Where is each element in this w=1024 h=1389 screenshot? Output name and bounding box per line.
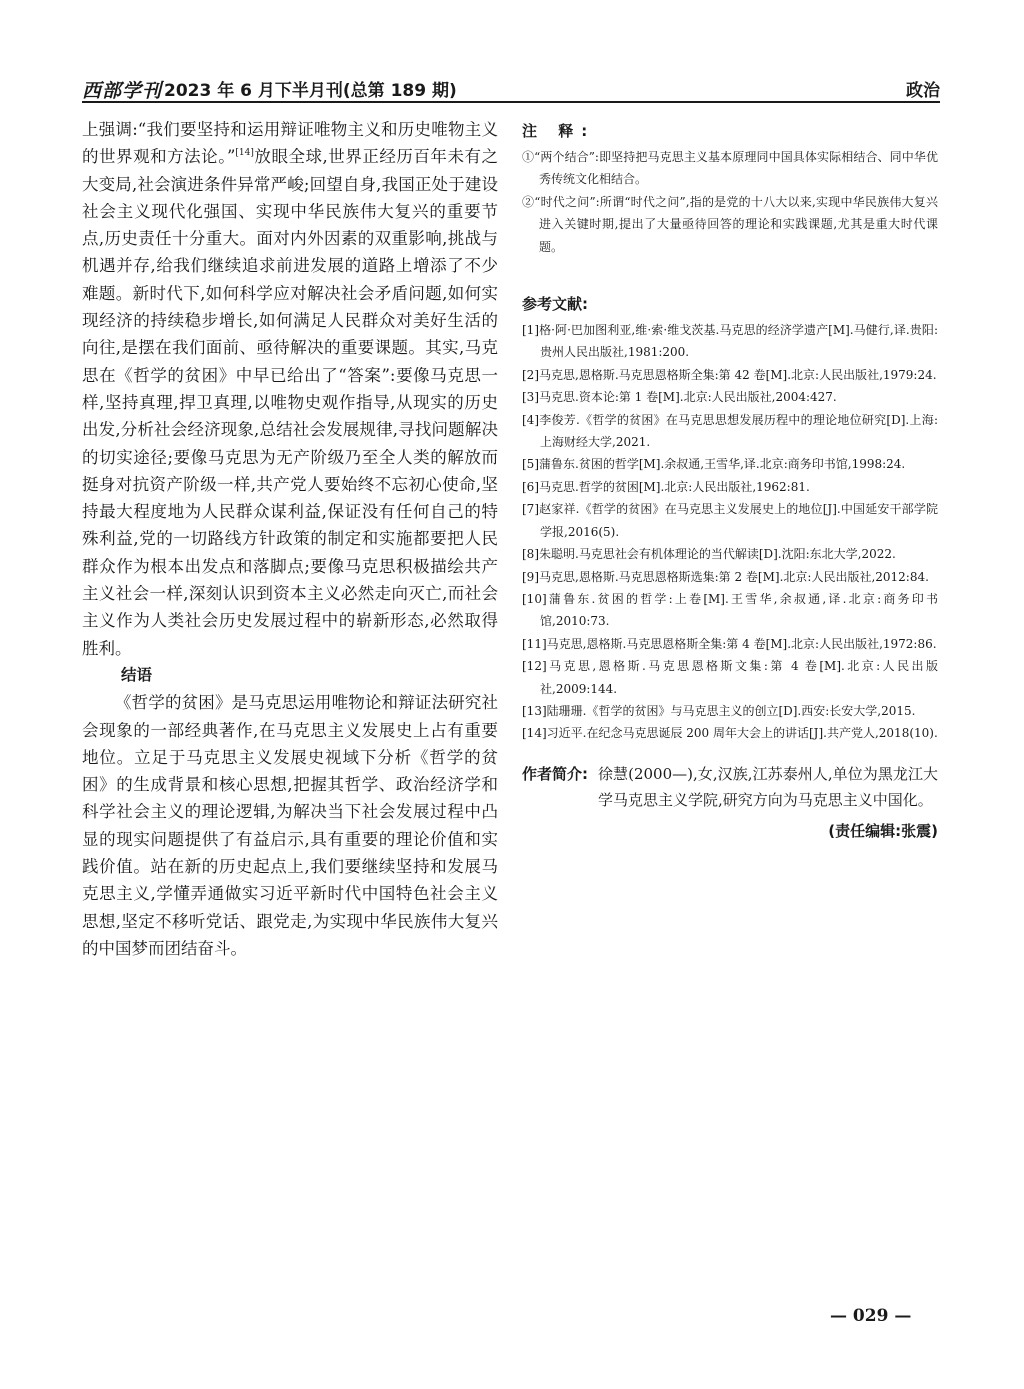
citation-marker: [14]: [235, 148, 254, 159]
conclusion-heading: 结语: [121, 665, 153, 684]
editor-note: (责任编辑:张震): [828, 821, 938, 840]
reference-item: [7]赵家祥.《哲学的贫困》在马克思主义发展史上的地位[J].中国延安干部学院学报,2016(5).: [522, 502, 938, 539]
section-name: 政治: [906, 81, 940, 101]
author-bio: [522, 761, 938, 814]
page-number: — 029 —: [830, 1306, 912, 1326]
reference-item: [2]马克思,恩格斯.马克思恩格斯全集:第 42 卷[M].北京:人民出版社,1979:24.: [522, 367, 937, 382]
right-column: [522, 116, 938, 841]
author-bio-label: 作者简介:: [522, 764, 588, 783]
notes-title: 注 释:: [522, 122, 596, 140]
paragraph-text: 上强调:“我们要坚持和运用辩证唯物主义和历史唯物主义的世界观和方法论。”: [82, 120, 498, 167]
reference-item: [4]李俊芳.《哲学的贫困》在马克思思想发展历程中的理论地位研究[D].上海:上海财经大学,2021.: [522, 412, 938, 450]
reference-item: [9]马克思,恩格斯.马克思恩格斯选集:第 2 卷[M].北京:人民出版社,2012:84.: [522, 569, 929, 584]
left-column: [82, 116, 498, 962]
reference-item: [6]马克思.哲学的贫困[M].北京:人民出版社,1962:81.: [522, 479, 810, 494]
header-rule: [82, 101, 940, 103]
journal-logo: 西部学刊: [82, 80, 163, 102]
reference-item: [11]马克思,恩格斯.马克思恩格斯全集:第 4 卷[M].北京:人民出版社,1972:86.: [522, 636, 937, 651]
reference-item: [13]陆珊珊.《哲学的贫困》与马克思主义的创立[D].西安:长安大学,2015.: [522, 703, 916, 718]
reference-item: [8]朱聪明.马克思社会有机体理论的当代解读[D].沈阳:东北大学,2022.: [522, 547, 896, 562]
page-header: [82, 74, 940, 104]
conclusion-paragraph: 《哲学的贫困》是马克思运用唯物论和辩证法研究社会现象的一部经典著作,在马克思主义发展史上占有重要地位。立足于马克思主义发展史视域下分析《哲学的贫困》的生成背景和核心思想,把握其哲学、政治经济学和科学社会主义的理论逻辑,为解决当下社会发展过程中凸显的现实问题提供了有益启示,具有重要的理论价值和实践价值。站在新的历史起点上,我们要继续坚持和发展马克思主义,学懂弄通做实习近平新时代中国特色社会主义思想,坚定不移听党话、跟党走,为实现中华民族伟大复兴的中国梦而团结奋斗。: [82, 693, 498, 958]
body-paragraph: [82, 116, 498, 662]
reference-list: [522, 319, 938, 745]
reference-item: [3]马克思.资本论:第 1 卷[M].北京:人民出版社,2004:427.: [522, 390, 837, 405]
reference-item: [12]马克思,恩格斯.马克思恩格斯文集:第 4 卷[M].北京:人民出版社,2009:144.: [522, 659, 938, 696]
notes-list: [522, 146, 938, 258]
issue-info: 2023 年 6 月下半月刊(总第 189 期): [164, 81, 457, 101]
note-item: ①“两个结合”:即坚持把马克思主义基本原理同中国具体实际相结合、同中华优秀传统文化相结合。: [522, 150, 938, 187]
reference-item: [1]格·阿·巴加图利亚,维·索·维戈茨基.马克思的经济学遗产[M].马健行,译.贵阳:贵州人民出版社,1981:200.: [522, 323, 938, 360]
reference-item: [10]蒲鲁东.贫困的哲学:上卷[M].王雪华,余叔通,译.北京:商务印书馆,2010:73.: [522, 591, 938, 629]
paragraph-text: 放眼全球,世界正经历百年未有之大变局,社会演进条件异常严峻;回望自身,我国正处于建设社会主义现代化强国、实现中华民族伟大复兴的重要节点,历史责任十分重大。面对内外因素的双重影响,挑战与机遇并存,给我们继续追求前进发展的道路上增添了不少难题。新时代下,如何科学应对解决社会矛盾问题,如何实现经济的持续稳步增长,如何满足人民群众对美好生活的向往,是摆在我们面前、亟待解决的重要课题。其实,马克思在《哲学的贫困》中早已给出了“答案”:要像马克思一样,坚持真理,捍卫真理,以唯物史观作指导,从现实的历史出发,分析社会经济现象,总结社会发展规律,寻找问题解决的切实途径;要像马克思为无产阶级乃至全人类的解放而挺身对抗资产阶级一样,共产党人要始终不忘初心使命,坚持最大程度地为人民群众谋利益,保证没有任何自己的特殊利益,党的一切路线方针政策的制定和实施都要把人民群众作为根本出发点和落脚点;要像马克思积极描绘共产主义社会一样,深刻认识到资本主义必然走向灭亡,而社会主义作为人类社会历史发展过程中的崭新形态,必然取得胜利。: [82, 147, 498, 658]
note-item: ②“时代之问”:所谓“时代之问”,指的是党的十八大以来,实现中华民族伟大复兴进入关键时期,提出了大量亟待回答的理论和实践课题,尤其是重大时代课题。: [522, 194, 938, 254]
author-bio-text: 徐慧(2000—),女,汉族,江苏泰州人,单位为黑龙江大学马克思主义学院,研究方向为马克思主义中国化。: [598, 764, 938, 810]
reference-item: [5]蒲鲁东.贫困的哲学[M].余叔通,王雪华,译.北京:商务印书馆,1998:24.: [522, 457, 906, 472]
references-title: 参考文献:: [522, 295, 588, 314]
reference-item: [14]习近平.在纪念马克思诞辰 200 周年大会上的讲话[J].共产党人,2018(10).: [522, 726, 938, 741]
